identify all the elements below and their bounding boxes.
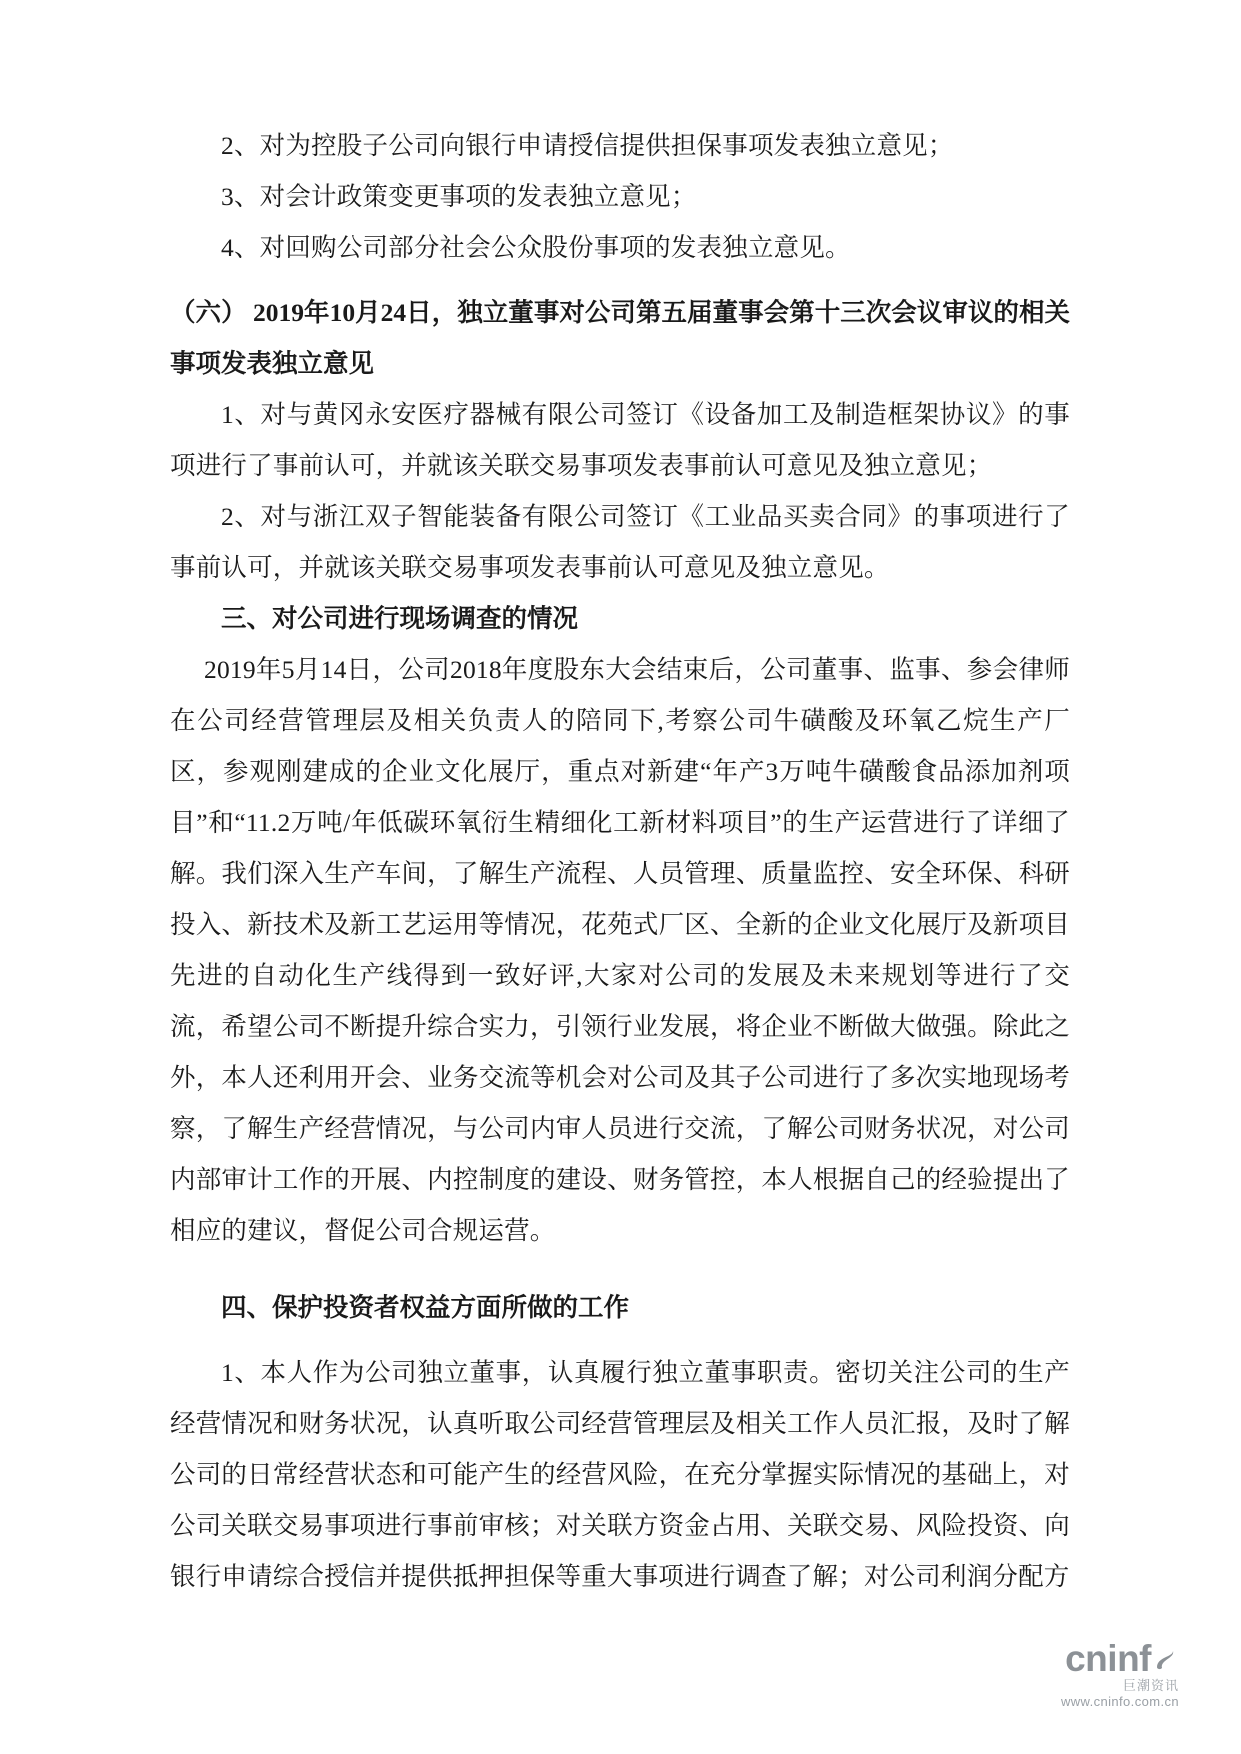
- paragraph-six-item-2: 2、对与浙江双子智能装备有限公司签订《工业品买卖合同》的事项进行了事前认可，并就该关联交易事项发表事前认可意见及独立意见。: [170, 502, 1070, 582]
- document-body: [170, 120, 1070, 1602]
- paragraph-section-three-body: 2019年5月14日，公司2018年度股东大会结束后，公司董事、监事、参会律师在公司经营管理层及相关负责人的陪同下,考察公司牛磺酸及环氧乙烷生产厂区，参观刚建成的企业文化展厅，重点对新建“年产3万吨牛磺酸食品添加剂项目”和“11.2万吨/年低碳环氧衍生精细化工新材料项目”的生产运营进行了详细了解。我们深入生产车间，了解生产流程、人员管理、质量监控、安全环保、科研投入、新技术及新工艺运用等情况，花苑式厂区、全新的企业文化展厅及新项目先进的自动化生产线得到一致好评,大家对公司的发展及未来规划等进行了交流，希望公司不断提升综合实力，引领行业发展，将企业不断做大做强。除此之外，本人还利用开会、业务交流等机会对公司及其子公司进行了多次实地现场考察，了解生产经营情况，与公司内审人员进行交流，了解公司财务状况，对公司内部审计工作的开展、内控制度的建设、财务管控，本人根据自己的经验提出了相应的建议，督促公司合规运营。: [170, 655, 1070, 1245]
- spacer: [170, 1256, 1070, 1282]
- spacer: [170, 1333, 1070, 1347]
- cninfo-brand-label: cninf: [1065, 1638, 1151, 1679]
- cninfo-url: www.cninfo.com.cn: [1060, 1694, 1179, 1709]
- heading-section-six: （六） 2019年10月24日，独立董事对公司第五届董事会第十三次会议审议的相关事项发表独立意见: [170, 298, 1070, 378]
- cninfo-logo-text: [1065, 1640, 1179, 1678]
- cninfo-brand-cn: 巨潮资讯: [1122, 1678, 1179, 1693]
- heading-section-three: 三、对公司进行现场调查的情况: [221, 604, 579, 633]
- heading-section-four: 四、保护投资者权益方面所做的工作: [221, 1293, 630, 1322]
- paragraph-item-2: 2、对为控股子公司向银行申请授信提供担保事项发表独立意见；: [221, 131, 954, 160]
- paragraph-four-item-1: 1、本人作为公司独立董事，认真履行独立董事职责。密切关注公司的生产经营情况和财务状况，认真听取公司经营管理层及相关工作人员汇报，及时了解公司的日常经营状态和可能产生的经营风险，在充分掌握实际情况的基础上，对公司关联交易事项进行事前审核；对关联方资金占用、关联交易、风险投资、向银行申请综合授信并提供抵押担保等重大事项进行调查了解；对公司利润分配方: [170, 1358, 1070, 1591]
- spacer: [170, 273, 1070, 287]
- paragraph-item-4: 4、对回购公司部分社会公众股份事项的发表独立意见。: [221, 233, 851, 262]
- paragraph-item-3: 3、对会计政策变更事项的发表独立意见；: [221, 182, 697, 211]
- paragraph-six-item-1: 1、对与黄冈永安医疗器械有限公司签订《设备加工及制造框架协议》的事项进行了事前认可，并就该关联交易事项发表事前认可意见及独立意见；: [170, 400, 1070, 480]
- cninfo-watermark: [1061, 1640, 1179, 1710]
- swoosh-icon: [1153, 1643, 1179, 1669]
